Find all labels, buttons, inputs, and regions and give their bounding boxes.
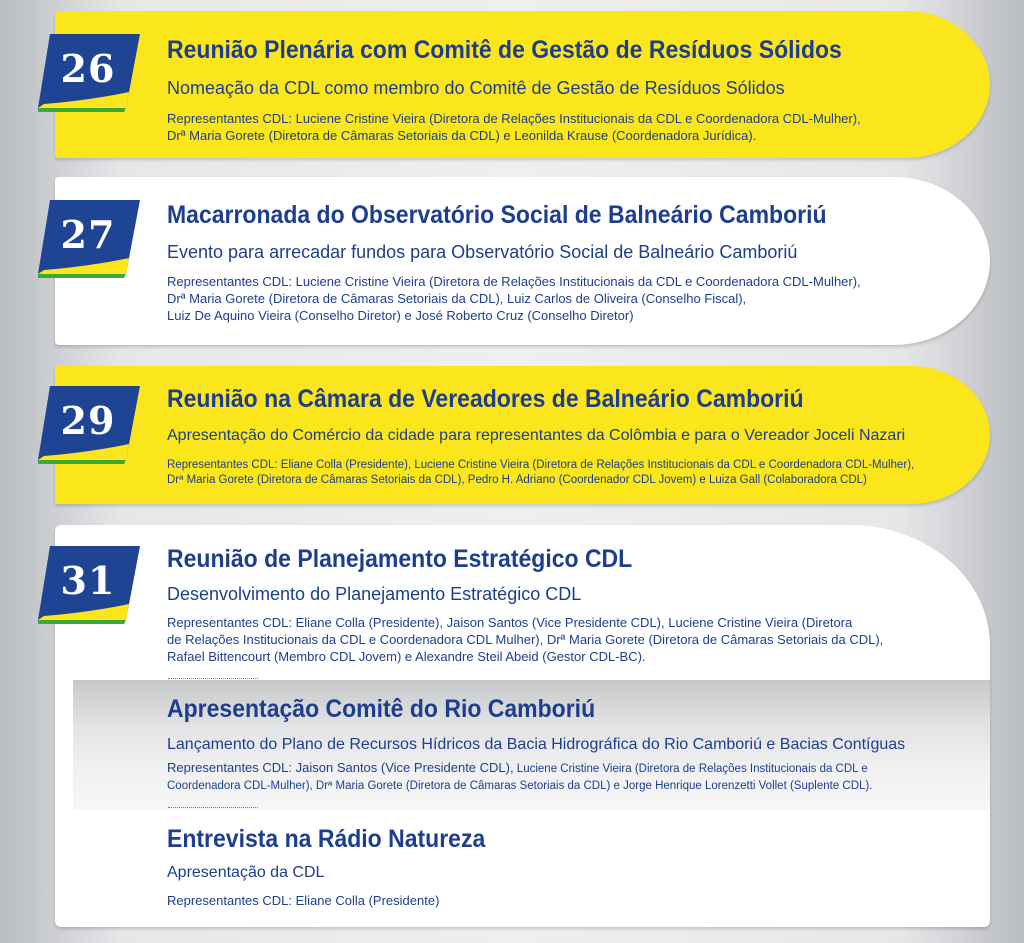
event-representatives xyxy=(167,458,914,488)
day-badge xyxy=(36,542,140,624)
representatives-line: Drª Maria Gorete (Diretora de Câmaras Setoriais da CDL) e Leonilda Krause (Coordenadora Jurídica). xyxy=(167,128,757,143)
event-representatives xyxy=(167,892,439,909)
representatives-line: Coordenadora CDL-Mulher), Drª Maria Gorete (Diretora de Câmaras Setoriais da CDL) e Jorge Henrique Lorenzetti Vollet (Suplente CDL). xyxy=(167,780,873,792)
representatives-tail: Luciene Cristine Vieira (Diretora de Relações Institucionais da CDL e xyxy=(513,763,868,775)
representatives-line: Luiz De Aquino Vieira (Conselho Diretor) e José Roberto Cruz (Conselho Diretor) xyxy=(167,308,634,323)
representatives-line: Drª Maria Gorete (Diretora de Câmaras Setoriais da CDL), Luiz Carlos de Oliveira (Conselho Fiscal), xyxy=(167,291,747,306)
event-title: Entrevista na Rádio Natureza xyxy=(167,825,486,853)
event-title: Reunião de Planejamento Estratégico CDL xyxy=(167,545,633,573)
event-title: Apresentação Comitê do Rio Camboriú xyxy=(167,695,596,723)
event-representatives xyxy=(167,273,861,324)
representatives-line: Rafael Bittencourt (Membro CDL Jovem) e Alexandre Steil Abeid (Gestor CDL-BC). xyxy=(167,649,646,664)
representatives-line xyxy=(167,759,872,778)
representatives-line: Representantes CDL: Eliane Colla (Presidente), Luciene Cristine Vieira (Diretora de Relações Institucionais da CDL e Coordenadora CDL-Mulher), xyxy=(167,459,915,471)
event-representatives xyxy=(167,759,872,794)
representatives-lead: Representantes CDL: Jaison Santos (Vice Presidente CDL), xyxy=(167,760,514,775)
representatives-line: Representantes CDL: Luciene Cristine Vieira (Diretora de Relações Institucionais da CDL e Coordenadora CDL-Mulher), xyxy=(167,274,861,289)
event-subtitle: Lançamento do Plano de Recursos Hídricos da Bacia Hidrográfica do Rio Camboriú e Bacias Contíguas xyxy=(167,736,906,753)
event-subtitle: Apresentação da CDL xyxy=(167,864,325,881)
representatives-line: Representantes CDL: Eliane Colla (Presidente) xyxy=(167,893,440,908)
day-badge xyxy=(36,196,140,278)
dotted-separator xyxy=(168,807,258,808)
event-representatives xyxy=(167,614,883,665)
representatives-line: Representantes CDL: Eliane Colla (Presidente), Jaison Santos (Vice Presidente CDL), Luciene Cristine Vieira (Diretora xyxy=(167,615,853,630)
event-title: Macarronada do Observatório Social de Balneário Camboriú xyxy=(167,201,827,229)
day-number: 26 xyxy=(60,46,116,91)
day-number: 31 xyxy=(60,558,116,603)
event-title: Reunião Plenária com Comitê de Gestão de Resíduos Sólidos xyxy=(167,36,842,64)
event-subtitle: Nomeação da CDL como membro do Comitê de Gestão de Resíduos Sólidos xyxy=(167,78,785,98)
day-number: 29 xyxy=(60,398,116,443)
event-subtitle: Evento para arrecadar fundos para Observatório Social de Balneário Camboriú xyxy=(167,242,798,262)
event-title: Reunião na Câmara de Vereadores de Balneário Camboriú xyxy=(167,385,804,413)
representatives-line: Drª Maria Gorete (Diretora de Câmaras Setoriais da CDL), Pedro H. Adriano (Coordenador CDL Jovem) e Luiza Gall (Colaboradora CDL) xyxy=(167,474,867,486)
day-badge xyxy=(36,382,140,464)
day-number: 27 xyxy=(60,212,116,257)
event-subtitle: Desenvolvimento do Planejamento Estratégico CDL xyxy=(167,584,582,604)
event-subtitle: Apresentação do Comércio da cidade para representantes da Colômbia e para o Vereador Joceli Nazari xyxy=(167,427,906,444)
dotted-separator xyxy=(168,678,258,679)
representatives-line: de Relações Institucionais da CDL e Coordenadora CDL Mulher), Drª Maria Gorete (Diretora de Câmaras Setoriais da CDL), xyxy=(167,632,884,647)
day-badge xyxy=(36,30,140,112)
event-representatives xyxy=(167,110,861,144)
representatives-line: Representantes CDL: Luciene Cristine Vieira (Diretora de Relações Institucionais da CDL e Coordenadora CDL-Mulher), xyxy=(167,111,861,126)
